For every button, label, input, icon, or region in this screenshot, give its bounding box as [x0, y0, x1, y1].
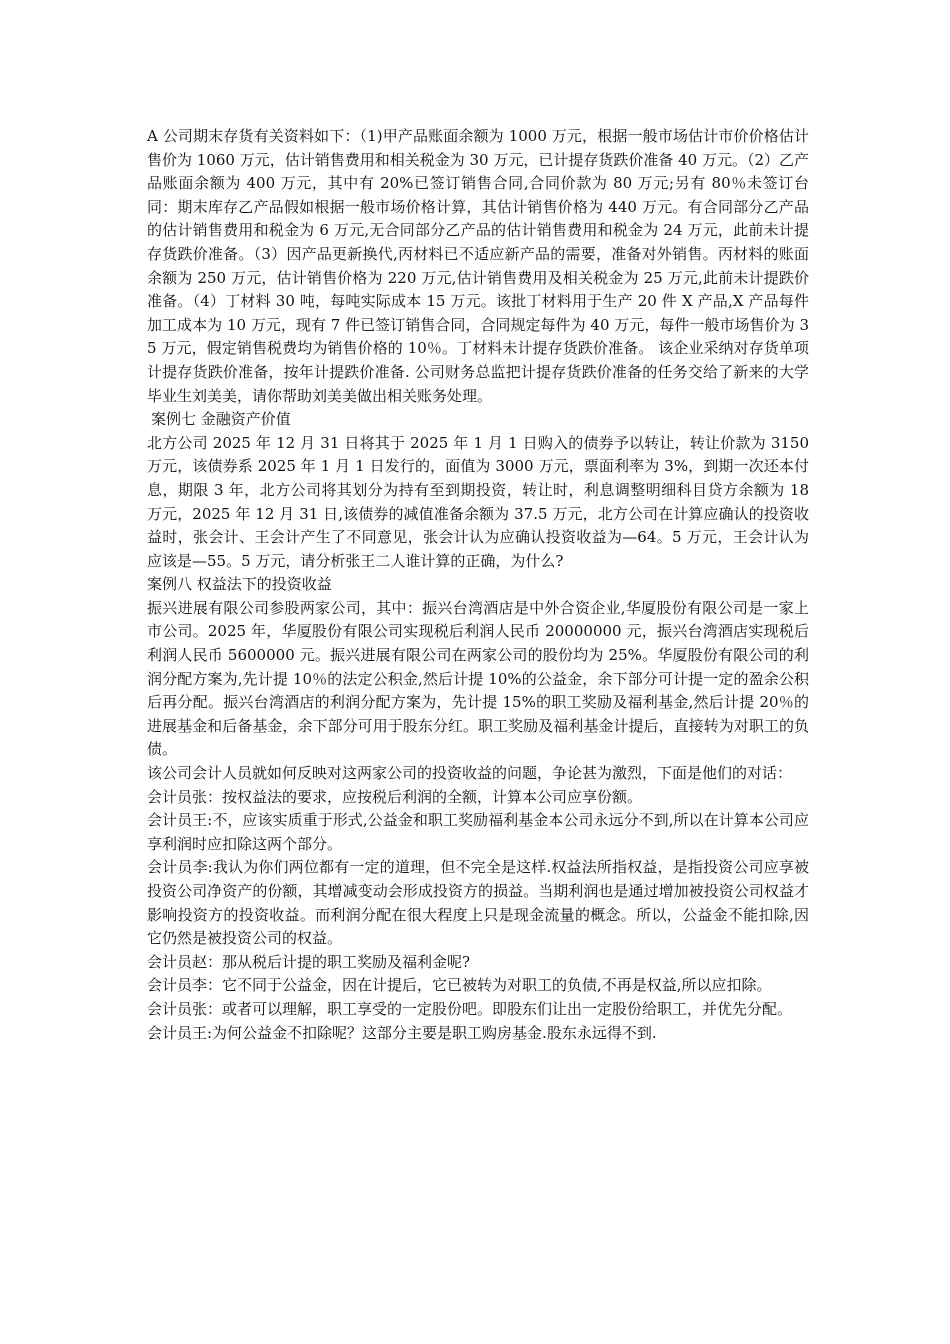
- case6-body: A 公司期末存货有关资料如下：（1)甲产品账面余额为 1000 万元，根据一般市场估计市价价格估计售价为 1060 万元，估计销售费用和相关税金为 30 万元，已计提存货跌价准备 40 万元。（2）乙产品账面余额为 400 万元，其中有 20%已签订销售合同,合同价款为 80 万元;另有 80％未签订台同：期末库存乙产品假如根据一般市场价格计算，其估计销售价格为 440 万元。有合同部分乙产品的估计销售费用和税金为 6 万元,无合同部分乙产品的估计销售费用和税金为 24 万元，此前未计提存货跌价准备。（3）因产品更新换代,丙材料已不适应新产品的需要，准备对外销售。丙材料的账面余额为 250 万元，估计销售价格为 220 万元,估计销售费用及相关税金为 25 万元,此前未计提跌价准备。（4）丁材料 30 吨，每吨实际成本 15 万元。该批丁材料用于生产 20 件 X 产品,X 产品每件加工成本为 10 万元，现有 7 件已签订销售合同，合同规定每件为 40 万元，每件一般市场售价为 35 万元，假定销售税费均为销售价格的 10％。丁材料未计提存货跌价准备。 该企业采纳对存货单项计提存货跌价准备，按年计提跌价准备. 公司财务总监把计提存货跌价准备的任务交给了新来的大学毕业生刘美美，请你帮助刘美美做出相关账务处理。: [147, 127, 810, 405]
- case8-paragraph: 振兴进展有限公司参股两家公司，其中：振兴台湾酒店是中外合资企业,华厦股份有限公司是一家上市公司。2025 年，华厦股份有限公司实现税后利润人民币 20000000 元，振兴台湾酒店实现税后利润人民币 5600000 元。振兴进展有限公司在两家公司的股份均为 25%。华厦股份有限公司的利润分配方案为,先计提 10％的法定公积金,然后计提 10%的公益金，余下部分可计提一定的盈余公积后再分配。振兴台湾酒店的利润分配方案为，先计提 15%的职工奖励及福利基金,然后计提 20％的进展基金和后备基金，余下部分可用于股东分红。职工奖励及福利基金计提后，直接转为对职工的负债。: [147, 598, 809, 759]
- case8-paragraph: 该公司会计人员就如何反映对这两家公司的投资收益的问题，争论甚为激烈，下面是他们的对话：: [147, 764, 793, 783]
- case8-title: 案例八 权益法下的投资收益: [147, 575, 332, 594]
- case7-body: 北方公司 2025 年 12 月 31 日将其于 2025 年 1 月 1 日购入的债券予以转让，转让价款为 3150 万元，该债券系 2025 年 1 月 1 日发行的，面值为 3000 万元，票面利率为 3%，到期一次还本付息，期限 3 年，北方公司将其划分为持有至到期投资，转让时，利息调整明细科目贷方余额为 18 万元，2025 年 12 月 31 日,该债券的减值准备余额为 37.5 万元，北方公司在计算应确认的投资收益时，张会计、王会计产生了不同意见，张会计认为应确认投资收益为—64。5 万元，王会计认为应该是—55。5 万元，请分析张王二人谁计算的正确，为什么?: [147, 433, 809, 570]
- case8-dialogue-wang: 会计员王:不，应该实质重于形式,公益金和职工奖励福利基金本公司永远分不到,所以在计算本公司应享利润时应扣除这两个部分。: [147, 811, 809, 853]
- document-page: [147, 125, 809, 1045]
- case8-dialogue-li: 会计员李：它不同于公益金，因在计提后，它已被转为对职工的负债,不再是权益,所以应扣除。: [147, 976, 772, 995]
- case7-title: 案例七 金融资产价值: [151, 410, 291, 429]
- case8-dialogue-li: 会计员李:我认为你们两位都有一定的道理，但不完全是这样.权益法所指权益，是指投资公司应享被投资公司净资产的份额，其增减变动会形成投资方的损益。当期利润也是通过增加被投资公司权益才影响投资方的投资收益。而利润分配在很大程度上只是现金流量的概念。所以，公益金不能扣除,因它仍然是被投资公司的权益。: [147, 858, 809, 948]
- case8-dialogue-zhang: 会计员张：按权益法的要求，应按税后利润的全额，计算本公司应享份额。: [147, 787, 643, 806]
- case8-dialogue-wang: 会计员王:为何公益金不扣除呢？这部分主要是职工购房基金.股东永远得不到.: [147, 1023, 657, 1042]
- case8-dialogue-zhang: 会计员张：或者可以理解，职工享受的一定股份吧。即股东们让出一定股份给职工，并优先分配。: [147, 999, 793, 1018]
- case8-dialogue-zhao: 会计员赵：那从税后计提的职工奖励及福利金呢?: [147, 952, 471, 971]
